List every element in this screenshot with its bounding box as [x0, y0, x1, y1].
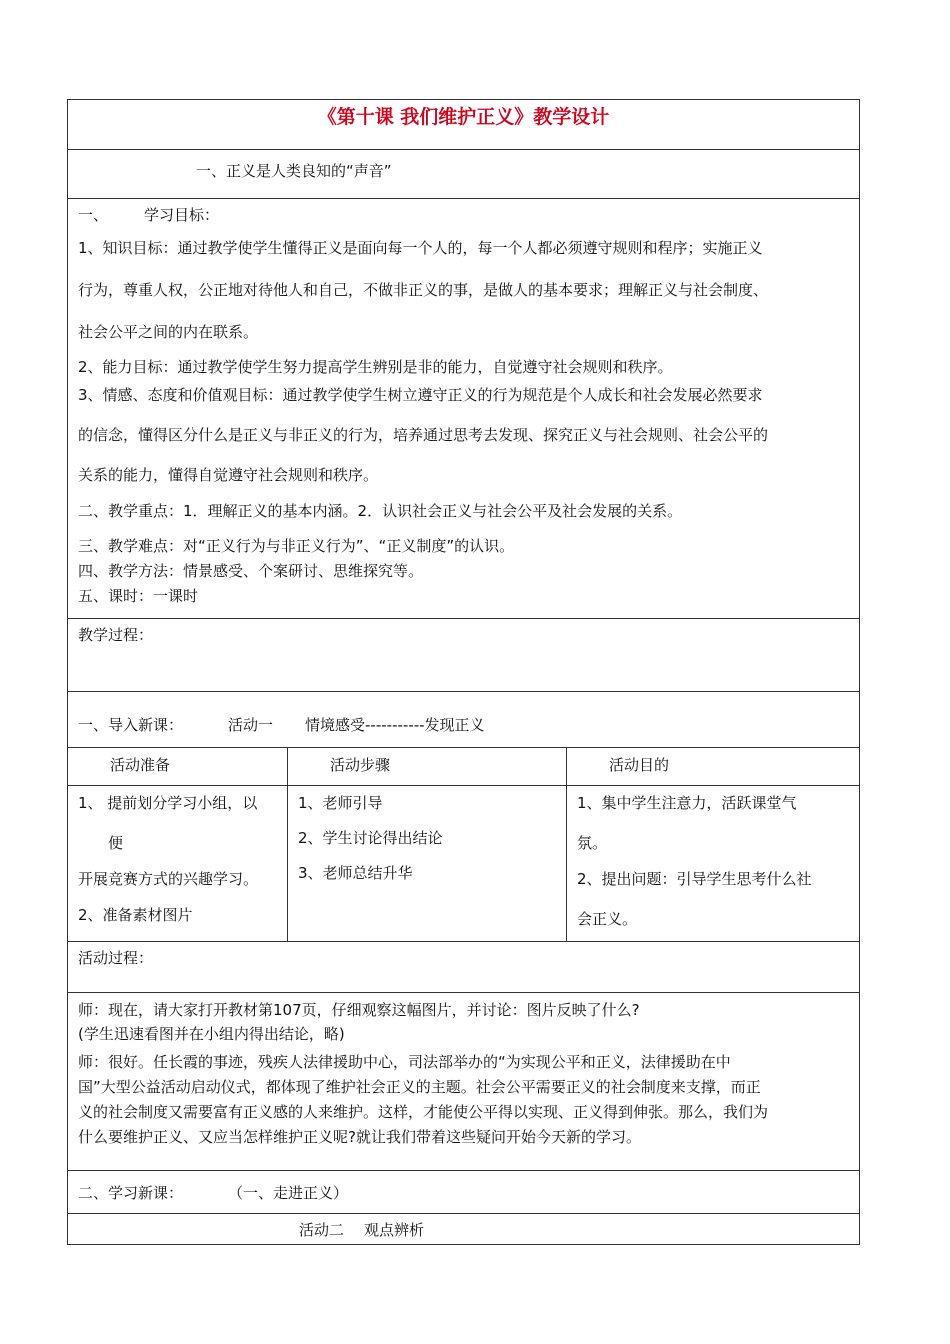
header-cell — [567, 748, 859, 785]
activity-two-title: 观点辨析 — [364, 1221, 425, 1239]
step-line: 2、学生讨论得出结论 — [298, 829, 443, 847]
teacher-line: 国”大型公益活动启动仪式，都体现了维护社会正义的主题。社会公平需要正义的社会制度来支撑，而正 — [78, 1078, 761, 1096]
activity-two-label: 活动二 — [299, 1221, 345, 1239]
steps-cell — [288, 786, 567, 941]
objectives-heading-label: 学习目标： — [144, 206, 220, 224]
header-cell — [288, 748, 567, 785]
goal-line: 1、集中学生注意力，活跃课堂气 — [577, 794, 797, 812]
objective-line: 的信念，懂得区分什么是正义与非正义的行为，培养通过思考去发现、探究正义与社会规则、社会公平的 — [78, 426, 769, 444]
goal-line: 2、提出问题：引导学生思考什么社 — [577, 870, 812, 888]
header-prep: 活动准备 — [110, 756, 171, 774]
lesson-plan-table — [67, 99, 860, 1245]
teacher-line: 什么要维护正义、又应当怎样维护正义呢?就让我们带着这些疑问开始今天新的学习。 — [78, 1128, 641, 1146]
teacher-line: (学生迅速看图并在小组内得出结论，略) — [78, 1025, 345, 1043]
new-lesson-sub: （一、走进正义） — [228, 1184, 349, 1202]
teacher-line: 师：现在，请大家打开教材第107页，仔细观察这幅图片，并讨论：图片反映了什么? — [78, 1001, 640, 1019]
step-line: 1、老师引导 — [298, 794, 383, 812]
teacher-line: 义的社会制度又需要富有正义感的人来维护。这样，才能使公平得以实现、正义得到伸张。那么，我们为 — [78, 1103, 769, 1121]
goal-line: 氛。 — [577, 834, 608, 852]
step-line: 3、老师总结升华 — [298, 864, 413, 882]
class-hours-line: 五、课时：一课时 — [78, 587, 199, 605]
activity-two-row — [67, 1214, 860, 1245]
goal-line: 会正义。 — [577, 910, 638, 928]
activity-process-row — [67, 942, 860, 993]
page-title: 《第十课 我们维护正义》教学设计 — [317, 106, 610, 128]
intro-label: 一、导入新课： — [78, 716, 184, 734]
header-goals: 活动目的 — [609, 756, 670, 774]
intro-activity: 活动一 — [228, 716, 274, 734]
objective-line: 行为，尊重人权，公正地对待他人和自己，不做非正义的事，是做人的基本要求；理解正义与社会制度、 — [78, 281, 769, 299]
prep-line: 1、 提前划分学习小组，以 — [78, 794, 258, 812]
header-steps: 活动步骤 — [330, 756, 391, 774]
objective-line: 1、知识目标：通过教学使学生懂得正义是面向每一个人的，每一个人都必须遵守规则和程序；实施正义 — [78, 239, 763, 257]
section-heading-row — [67, 150, 860, 199]
objectives-row — [67, 199, 860, 619]
process-row — [67, 619, 860, 692]
objective-line: 2、能力目标：通过教学使学生努力提高学生辨别是非的能力，自觉遵守社会规则和秩序。 — [78, 358, 673, 376]
header-cell — [68, 748, 288, 785]
activity-table-header — [67, 748, 860, 786]
process-label: 教学过程： — [78, 626, 154, 644]
new-lesson-row — [67, 1171, 860, 1214]
prep-line: 便 — [108, 834, 124, 852]
objectives-heading-num: 一、 — [78, 206, 109, 224]
objective-line: 社会公平之间的内在联系。 — [78, 323, 259, 341]
key-points-line: 二、教学重点：1．理解正义的基本内涵。2．认识社会正义与社会公平及社会发展的关系。 — [78, 502, 683, 520]
prep-cell — [68, 786, 288, 941]
activity-table-body — [67, 786, 860, 942]
intro-activity-title: 情境感受-----------发现正义 — [305, 716, 485, 734]
intro-row — [67, 692, 860, 748]
teacher-text-row — [67, 993, 860, 1171]
goals-cell — [567, 786, 859, 941]
prep-line: 2、准备素材图片 — [78, 906, 193, 924]
objective-line: 3、情感、态度和价值观目标：通过教学使学生树立遵守正义的行为规范是个人成长和社会发展必然要求 — [78, 386, 763, 404]
teacher-line: 师：很好。任长霞的事迹，残疾人法律援助中心，司法部举办的“为实现公平和正义，法律援助在中 — [78, 1053, 731, 1071]
new-lesson-label: 二、学习新课： — [78, 1184, 184, 1202]
methods-line: 四、教学方法：情景感受、个案研讨、思维探究等。 — [78, 562, 424, 580]
prep-line: 开展竞赛方式的兴趣学习。 — [78, 870, 259, 888]
title-row — [67, 99, 860, 150]
objective-line: 关系的能力，懂得自觉遵守社会规则和秩序。 — [78, 466, 379, 484]
activity-process-label: 活动过程： — [78, 949, 154, 967]
section-heading: 一、正义是人类良知的“声音” — [196, 162, 392, 180]
difficulties-line: 三、教学难点：对“正义行为与非正义行为”、“正义制度”的认识。 — [78, 537, 515, 555]
